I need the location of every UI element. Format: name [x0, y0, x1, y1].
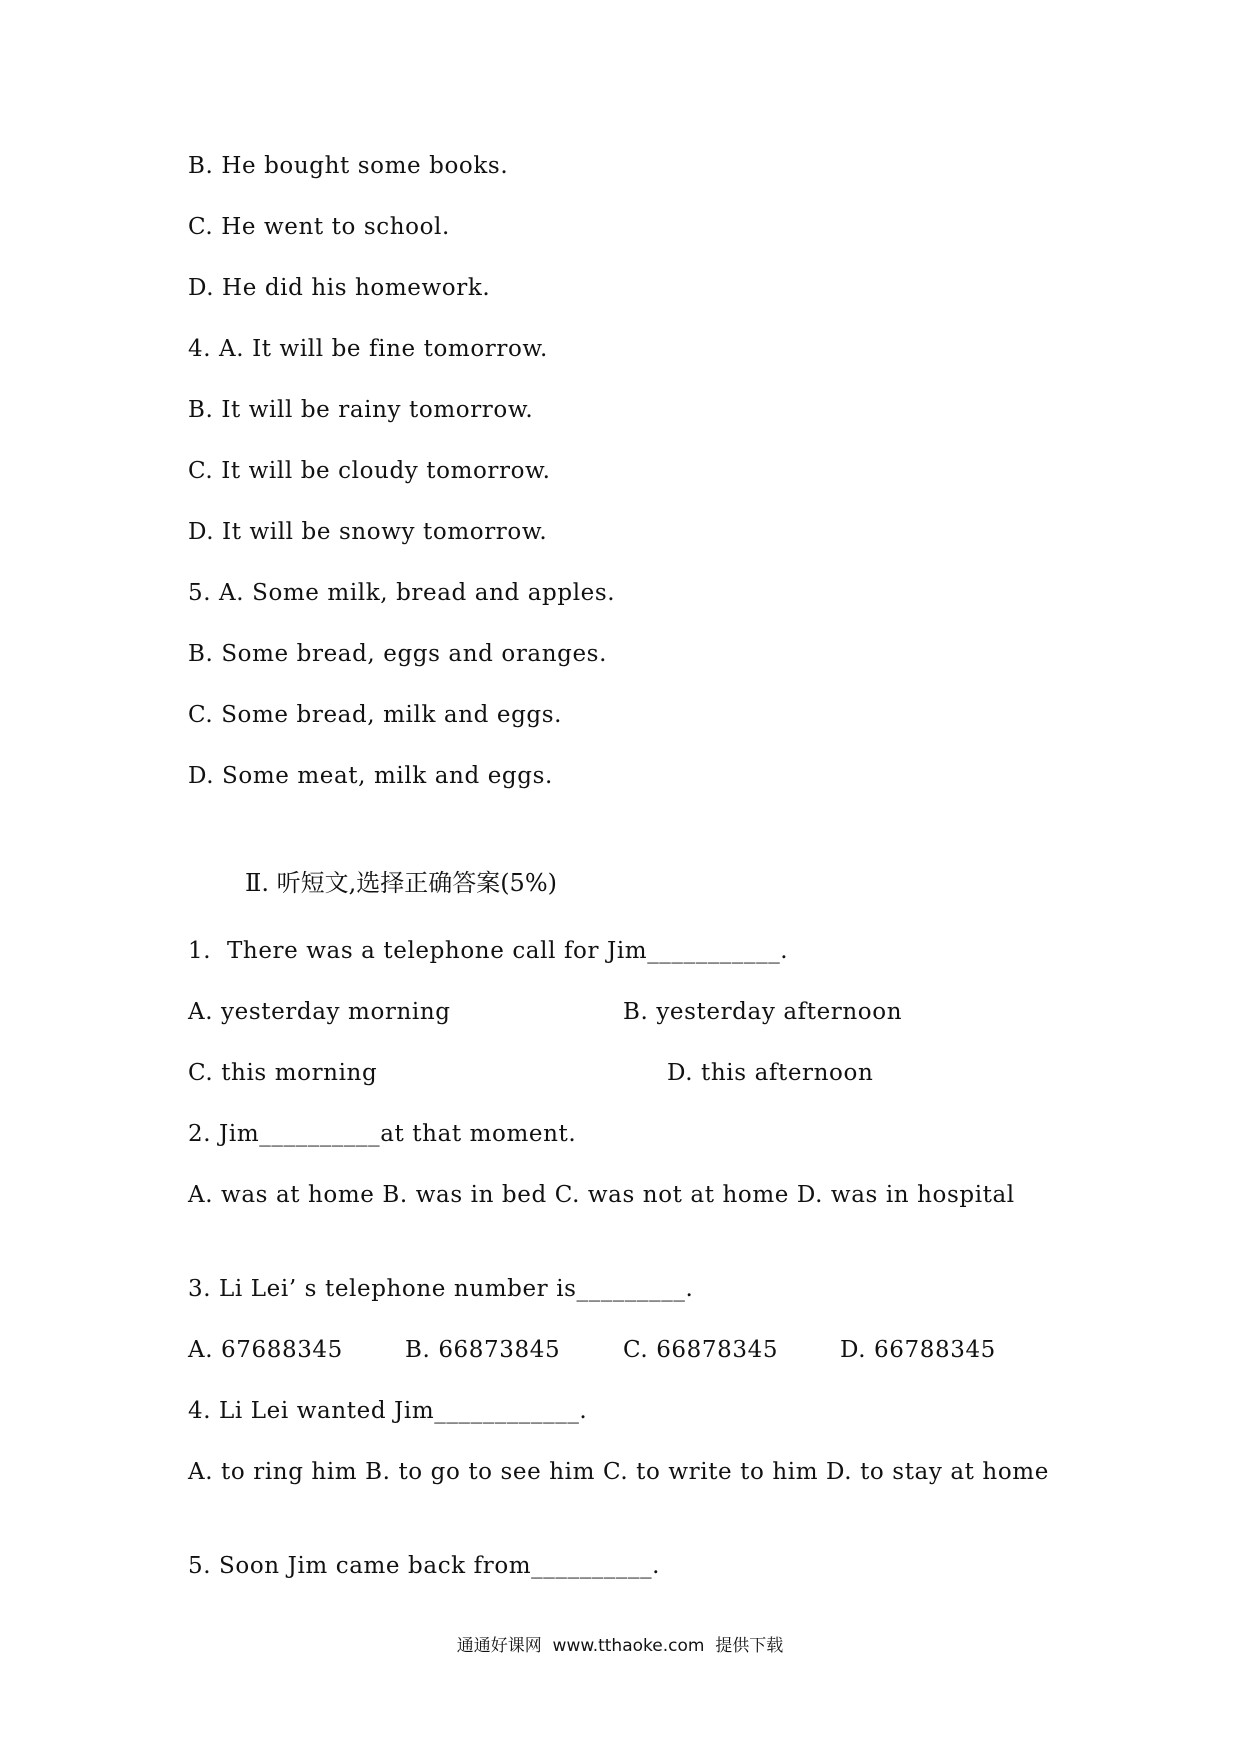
q5-option-c: C. Some bread, milk and eggs.	[188, 702, 563, 728]
p2-q1-option-c: C. this morning	[188, 1060, 378, 1086]
p2-q4-stem: 4. Li Lei wanted Jim____________.	[188, 1398, 588, 1424]
q5-option-a: 5. A. Some milk, bread and apples.	[188, 580, 616, 606]
p2-q1-option-b: B. yesterday afternoon	[623, 999, 903, 1025]
q5-option-d: D. Some meat, milk and eggs.	[188, 763, 553, 789]
q3-option-b: B. He bought some books.	[188, 153, 509, 179]
p2-q2-options: A. was at home B. was in bed C. was not at home D. was in hospital	[188, 1182, 1015, 1208]
p2-q3-option-c: C. 66878345	[623, 1337, 779, 1363]
p2-q3-option-b: B. 66873845	[405, 1337, 561, 1363]
p2-q3-stem: 3. Li Lei’ s telephone number is_________.	[188, 1276, 694, 1302]
p2-q5-stem: 5. Soon Jim came back from__________.	[188, 1553, 661, 1579]
q4-option-b: B. It will be rainy tomorrow.	[188, 397, 534, 423]
q4-option-c: C. It will be cloudy tomorrow.	[188, 458, 551, 484]
p2-q1-stem: 1. There was a telephone call for Jim___________.	[188, 938, 789, 964]
section-heading: Ⅱ. 听短文,选择正确答案(5%)	[245, 869, 557, 897]
q4-option-a: 4. A. It will be fine tomorrow.	[188, 336, 548, 362]
p2-q4-options: A. to ring him B. to go to see him C. to write to him D. to stay at home	[188, 1459, 1049, 1485]
p2-q3-option-d: D. 66788345	[840, 1337, 996, 1363]
p2-q1-option-d: D. this afternoon	[667, 1060, 874, 1086]
q5-option-b: B. Some bread, eggs and oranges.	[188, 641, 607, 667]
p2-q2-stem: 2. Jim__________at that moment.	[188, 1121, 577, 1147]
q4-option-d: D. It will be snowy tomorrow.	[188, 519, 548, 545]
q3-option-c: C. He went to school.	[188, 214, 450, 240]
q3-option-d: D. He did his homework.	[188, 275, 491, 301]
p2-q3-option-a: A. 67688345	[188, 1337, 343, 1363]
page-footer: 通通好课网 www.tthaoke.com 提供下载	[456, 1636, 784, 1656]
p2-q1-option-a: A. yesterday morning	[188, 999, 451, 1025]
